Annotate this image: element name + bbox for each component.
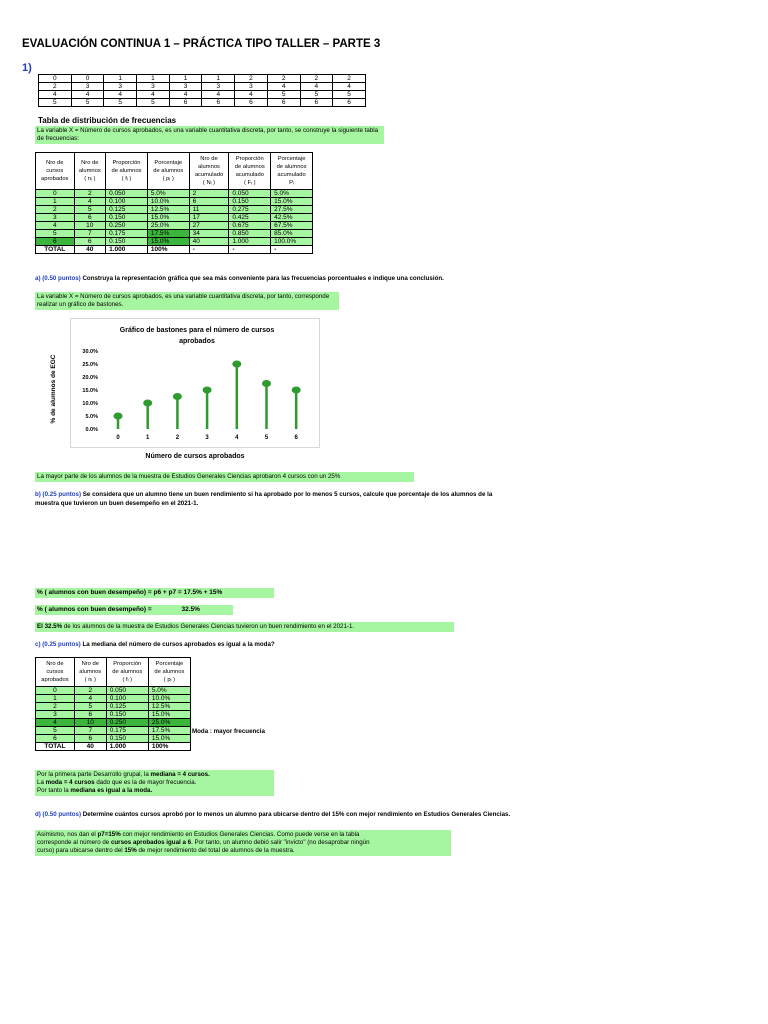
raw-data-cell: 4 [202, 91, 235, 99]
freq-cell: 27 [189, 222, 229, 230]
bar-chart [71, 319, 319, 447]
freq-row [36, 206, 313, 214]
freq-header-line: de alumnos [153, 168, 184, 174]
chart-title-line: aprobados [179, 338, 215, 345]
freq-cell: 5 [74, 703, 106, 711]
raw-data-cell: 3 [104, 83, 137, 91]
freq-total-cell: 100% [147, 246, 189, 254]
raw-data-cell: 5 [267, 91, 300, 99]
freq-header-line: ( Fᵢ ) [243, 180, 256, 186]
question-number: 1) [22, 62, 32, 74]
freq-cell: 40 [189, 238, 229, 246]
y-tick-label: 20.0% [82, 375, 98, 381]
freq-cell: 5 [36, 727, 75, 735]
freq-header-line: Proporción [235, 156, 264, 162]
freq-total-cell: 100% [148, 743, 190, 751]
part-d-box-line: curso) para ubicarse dentro del 15% de mejor rendimiento del total de alumnos de la muestra. [37, 847, 295, 854]
raw-data-row [39, 75, 366, 83]
freq-header-line: ( Nᵢ ) [202, 180, 216, 186]
freq-header-line: alumnos [78, 168, 101, 174]
raw-data-cell: 4 [235, 91, 268, 99]
freq-header-line: aprobados [41, 176, 69, 182]
raw-data-cell: 6 [235, 99, 268, 107]
freq-header-line: Porcentaje [154, 160, 183, 166]
part-b-result-bold: El 32.5% [37, 623, 63, 630]
freq-cell: 100.0% [271, 238, 313, 246]
freq-cell: 11 [189, 206, 229, 214]
freq-total-cell: TOTAL [36, 246, 75, 254]
part-d-question [35, 810, 510, 819]
freq-row [36, 727, 191, 735]
freq-header-cell [74, 658, 106, 687]
freq-total-cell: - [229, 246, 271, 254]
raw-data-cell: 3 [137, 83, 170, 91]
y-tick-label: 30.0% [82, 349, 98, 355]
freq-cell: 0.100 [106, 198, 148, 206]
raw-data-cell: 4 [300, 83, 333, 91]
raw-data-cell: 0 [71, 75, 104, 83]
freq-total-cell: 40 [74, 246, 106, 254]
freq-cell: 27.5% [271, 206, 313, 214]
freq-cell: 6 [74, 711, 106, 719]
freq-cell: 0 [36, 687, 75, 695]
raw-data-cell: 4 [169, 91, 202, 99]
freq-cell: 85.0% [271, 230, 313, 238]
x-tick-label: 1 [146, 435, 150, 441]
freq-total-cell: 40 [74, 743, 106, 751]
raw-data-table [38, 74, 366, 107]
raw-data-cell: 1 [137, 75, 170, 83]
freq-cell: 17.5% [147, 230, 189, 238]
part-c-box [35, 770, 274, 796]
part-b-text: Se considera que un alumno tiene un buen rendimiento si ha aprobado por lo menos 5 cursos, calcule que porcentaje de los alumnos de la [81, 491, 493, 498]
freq-cell: 1.000 [229, 238, 271, 246]
freq-header-line: cursos [46, 669, 64, 675]
freq-cell: 2 [36, 703, 75, 711]
raw-data-cell: 6 [169, 99, 202, 107]
part-b-label: b) (0.25 puntos) [35, 491, 82, 498]
raw-data-cell: 4 [71, 91, 104, 99]
freq-cell: 0.150 [106, 735, 148, 743]
freq-header-line: Nro de [200, 156, 218, 162]
formula-2 [35, 605, 233, 615]
x-tick-label: 0 [116, 435, 120, 441]
raw-data-cell: 5 [104, 99, 137, 107]
raw-data-cell: 6 [202, 99, 235, 107]
freq-header-line: ( fᵢ ) [122, 677, 133, 683]
x-tick-label: 6 [294, 435, 298, 441]
freq-header-line: alumnos [79, 669, 102, 675]
part-b-result [35, 622, 454, 632]
part-a-text: Construya la representación gráfica que sea más conveniente para las frecuencias porcentuales e indique una conclusión. [80, 275, 444, 282]
freq-header-line: Pᵢ [289, 180, 294, 186]
raw-data-cell: 5 [39, 99, 72, 107]
page-title: EVALUACIÓN CONTINUA 1 – PRÁCTICA TIPO TALLER – PARTE 3 [22, 38, 381, 50]
freq-header-line: ( pᵢ ) [162, 176, 174, 182]
freq-header-cell [36, 658, 75, 687]
freq-total-cell: TOTAL [36, 743, 75, 751]
raw-data-cell: 2 [235, 75, 268, 83]
part-c-question [35, 640, 275, 649]
freq-total-row [36, 743, 191, 751]
freq-cell: 0.150 [106, 214, 148, 222]
freq-cell: 10 [74, 222, 106, 230]
freq-cell: 0 [36, 190, 75, 198]
freq-cell: 5 [74, 206, 106, 214]
raw-data-row [39, 83, 366, 91]
y-axis-label-svg [46, 334, 60, 444]
raw-data-cell: 3 [71, 83, 104, 91]
freq-cell: 7 [74, 230, 106, 238]
part-c-label: c) (0.25 puntos) [35, 641, 81, 648]
freq-cell: 0.175 [106, 230, 148, 238]
freq-subtitle: Tabla de distribución de frecuencias [38, 116, 177, 125]
freq-cell: 0.250 [106, 719, 148, 727]
freq-header-line: ( fᵢ ) [121, 176, 132, 182]
raw-data-cell: 5 [137, 99, 170, 107]
bar-head [114, 413, 123, 420]
freq-cell: 10 [74, 719, 106, 727]
freq-row [36, 230, 313, 238]
freq-cell: 0.150 [106, 711, 148, 719]
freq-header-line: Nro de [46, 661, 64, 667]
bar-head [143, 400, 152, 407]
raw-data-cell: 2 [333, 75, 366, 83]
freq-row [36, 687, 191, 695]
freq-cell: 17 [189, 214, 229, 222]
freq-cell: 10.0% [147, 198, 189, 206]
raw-data-cell: 4 [39, 91, 72, 99]
raw-data-cell: 4 [137, 91, 170, 99]
freq-cell: 2 [74, 687, 106, 695]
freq-intro-line: La variable X = Número de cursos aprobados, es una variable cuantitativa discreta, por tanto, se construye la siguiente tabla [37, 127, 379, 134]
raw-data-cell: 5 [333, 91, 366, 99]
part-c-text: La mediana del número de cursos aprobados es igual a la moda? [80, 641, 275, 648]
freq-header-cell [36, 153, 75, 190]
raw-data-cell: 2 [267, 75, 300, 83]
raw-data-cell: 5 [300, 91, 333, 99]
freq-cell: 15.0% [147, 214, 189, 222]
freq-cell: 6 [189, 198, 229, 206]
freq-header-line: Nro de [46, 160, 64, 166]
freq-total-row [36, 246, 313, 254]
formula-2-label: % ( alumnos con buen desempeño) = [37, 606, 152, 613]
freq-header-line: cursos [46, 168, 64, 174]
freq-cell: 2 [74, 190, 106, 198]
raw-data-cell: 6 [333, 99, 366, 107]
freq-cell: 0.275 [229, 206, 271, 214]
freq-cell: 0.125 [106, 206, 148, 214]
formula-2-value: 32.5% [181, 606, 200, 613]
freq-header-cell [147, 153, 189, 190]
freq-cell: 67.5% [271, 222, 313, 230]
part-d-box [35, 830, 451, 856]
freq-cell: 1 [36, 695, 75, 703]
freq-cell: 17.5% [148, 727, 190, 735]
freq-cell: 15.0% [271, 198, 313, 206]
freq-row [36, 222, 313, 230]
freq-header-cell [271, 153, 313, 190]
freq-cell: 34 [189, 230, 229, 238]
freq-cell: 25.0% [147, 222, 189, 230]
bar-head [292, 387, 301, 394]
part-b-text: muestra que tuvieron un buen desempeño en el 2021-1. [35, 500, 199, 507]
part-b-question [35, 490, 555, 508]
freq-cell: 5.0% [271, 190, 313, 198]
freq-cell: 2 [36, 206, 75, 214]
freq-cell: 4 [74, 198, 106, 206]
part-a-question [35, 274, 444, 283]
freq-cell: 0.050 [106, 687, 148, 695]
freq-cell: 15.0% [148, 735, 190, 743]
freq-header-cell [229, 153, 271, 190]
part-d-text: Determine cuántos cursos aprobó por lo menos un alumno para ubicarse dentro del 15% con mejor rendimiento en Estudios Generales Ciencias. [81, 811, 511, 818]
x-axis-label: Número de cursos aprobados [145, 453, 245, 460]
freq-cell: 6 [36, 735, 75, 743]
freq-cell: 3 [36, 711, 75, 719]
freq-header-row [36, 153, 313, 190]
freq-cell: 0.150 [229, 198, 271, 206]
part-a-label: a) (0.50 puntos) [35, 275, 81, 282]
raw-data-cell: 1 [169, 75, 202, 83]
freq-cell: 12.5% [148, 703, 190, 711]
freq-header-cell [189, 153, 229, 190]
freq-cell: 0.175 [106, 727, 148, 735]
raw-data-cell: 3 [235, 83, 268, 91]
freq-cell: 0.100 [106, 695, 148, 703]
freq-cell: 5 [36, 230, 75, 238]
freq-header-cell [106, 658, 148, 687]
freq-cell: 0.675 [229, 222, 271, 230]
freq-header-line: Nro de [81, 160, 99, 166]
freq-total-cell: - [189, 246, 229, 254]
freq-cell: 2 [189, 190, 229, 198]
freq-header-line: ( nᵢ ) [84, 176, 96, 182]
x-tick-label: 4 [235, 435, 239, 441]
raw-data-cell: 1 [104, 75, 137, 83]
y-tick-label: 25.0% [82, 362, 98, 368]
y-tick-label: 10.0% [82, 401, 98, 407]
freq-cell: 5.0% [148, 687, 190, 695]
freq-header-line: aprobados [41, 677, 69, 683]
freq-cell: 12.5% [147, 206, 189, 214]
freq-cell: 1 [36, 198, 75, 206]
freq-row [36, 695, 191, 703]
raw-data-cell: 5 [71, 99, 104, 107]
freq-row [36, 711, 191, 719]
freq-header-line: Nro de [81, 661, 99, 667]
part-c-box-line: Por tanto la mediana es igual a la moda. [37, 787, 153, 794]
raw-data-cell: 6 [267, 99, 300, 107]
raw-data-cell: 3 [169, 83, 202, 91]
freq-cell: 25.0% [148, 719, 190, 727]
frequency-table [35, 152, 313, 254]
freq-total-cell: - [271, 246, 313, 254]
part-a-box-line: La variable X = Número de cursos aprobados, es una variable cuantitativa discreta, por tanto, corresponde [37, 293, 330, 300]
freq-row [36, 190, 313, 198]
raw-data-cell: 3 [202, 83, 235, 91]
raw-data-cell: 1 [202, 75, 235, 83]
freq-header-line: alumnos [198, 164, 220, 170]
freq-cell: 3 [36, 214, 75, 222]
freq-intro-box [35, 126, 384, 144]
freq-cell: 0.125 [106, 703, 148, 711]
freq-cell: 6 [36, 238, 75, 246]
freq-header-row [36, 658, 191, 687]
raw-data-row [39, 99, 366, 107]
freq-header-line: acumulado [194, 172, 224, 178]
frequency-table-mode [35, 657, 191, 751]
freq-cell: 0.425 [229, 214, 271, 222]
raw-data-row [39, 91, 366, 99]
freq-row [36, 719, 191, 727]
freq-cell: 4 [36, 719, 75, 727]
y-tick-label: 0.0% [85, 427, 98, 433]
freq-row [36, 703, 191, 711]
freq-cell: 4 [36, 222, 75, 230]
freq-cell: 7 [74, 727, 106, 735]
x-tick-label: 3 [205, 435, 209, 441]
mode-note: Moda : mayor frecuencia [192, 728, 265, 735]
raw-data-cell: 4 [333, 83, 366, 91]
freq-total-cell: 1.000 [106, 743, 148, 751]
freq-cell: 0.250 [106, 222, 148, 230]
part-a-conclusion: La mayor parte de los alumnos de la muestra de Estudios Generales Ciencias aprobaron 4 cursos con un 25% [35, 472, 414, 482]
freq-cell: 6 [74, 238, 106, 246]
part-d-box-line: Asimismo, nos dan el p7=15% con mejor rendimiento en Estudios Generales Ciencias. Como puede verse en la tabla [37, 831, 360, 838]
formula-1: % ( alumnos con buen desempeño) = p6 + p7 = 17.5% + 15% [35, 588, 274, 598]
freq-header-line: Proporción [113, 661, 142, 667]
raw-data-cell: 6 [300, 99, 333, 107]
freq-header-line: ( nᵢ ) [84, 677, 96, 683]
freq-cell: 0.050 [229, 190, 271, 198]
freq-header-line: acumulado [277, 172, 306, 178]
freq-cell: 10.0% [148, 695, 190, 703]
freq-cell: 0.150 [106, 238, 148, 246]
raw-data-cell: 4 [104, 91, 137, 99]
freq-cell: 0.850 [229, 230, 271, 238]
freq-cell: 4 [74, 695, 106, 703]
x-tick-label: 2 [175, 435, 180, 441]
raw-data-cell: 0 [39, 75, 72, 83]
freq-header-cell [148, 658, 190, 687]
part-b-result-rest: de los alumnos de la muestra de Estudios Generales Ciencias tuvieron un buen rendimiento en el 2021-1. [62, 623, 355, 630]
freq-cell: 0.050 [106, 190, 148, 198]
freq-header-line: de alumnos [154, 669, 185, 675]
part-d-box-line: corresponde al número de cursos aprobados igual a 6. Por tanto, un alumno debió salir "invicto" (no desaprobar ningún [37, 839, 370, 846]
freq-header-line: Porcentaje [277, 156, 306, 162]
part-c-box-line: La moda = 4 cursos dado que es la de mayor frecuencia. [37, 779, 197, 786]
freq-header-cell [74, 153, 106, 190]
freq-cell: 15.0% [148, 711, 190, 719]
chart-title-line: Gráfico de bastones para el número de cursos [119, 327, 275, 334]
part-d-label: d) (0.50 puntos) [35, 811, 82, 818]
raw-data-cell: 2 [300, 75, 333, 83]
freq-header-line: ( pᵢ ) [163, 677, 176, 683]
part-c-box-line: Por la primera parte Desarrollo grupal, la mediana = 4 cursos. [37, 771, 210, 778]
freq-cell: 42.5% [271, 214, 313, 222]
freq-cell: 6 [74, 735, 106, 743]
x-tick-label: 5 [264, 435, 269, 441]
freq-cell: 6 [74, 214, 106, 222]
freq-header-line: de alumnos [112, 669, 143, 675]
bar-head [232, 361, 241, 368]
freq-intro-line: de frecuencias: [37, 135, 79, 142]
freq-row [36, 198, 313, 206]
raw-data-cell: 2 [39, 83, 72, 91]
part-a-box [35, 292, 339, 310]
freq-total-cell: 1.000 [106, 246, 148, 254]
freq-header-line: Porcentaje [155, 661, 184, 667]
y-tick-label: 15.0% [82, 388, 98, 394]
raw-data-cell: 4 [267, 83, 300, 91]
freq-cell: 5.0% [147, 190, 189, 198]
freq-header-line: de alumnos [276, 164, 307, 170]
chart-frame [70, 318, 320, 448]
freq-row [36, 735, 191, 743]
freq-cell: 15.0% [147, 238, 189, 246]
freq-header-cell [106, 153, 148, 190]
freq-header-line: de alumnos [111, 168, 142, 174]
freq-header-line: Proporción [112, 160, 141, 166]
bar-head [203, 387, 212, 394]
y-axis-label: % de alumnos de EGC [50, 354, 57, 424]
freq-row [36, 214, 313, 222]
bar-head [173, 393, 182, 400]
freq-header-line: acumulado [235, 172, 264, 178]
part-a-box-line: realizar un gráfico de bastones. [37, 301, 124, 308]
y-tick-label: 5.0% [85, 414, 98, 420]
freq-row [36, 238, 313, 246]
bar-head [262, 380, 271, 387]
freq-header-line: de alumnos [234, 164, 265, 170]
